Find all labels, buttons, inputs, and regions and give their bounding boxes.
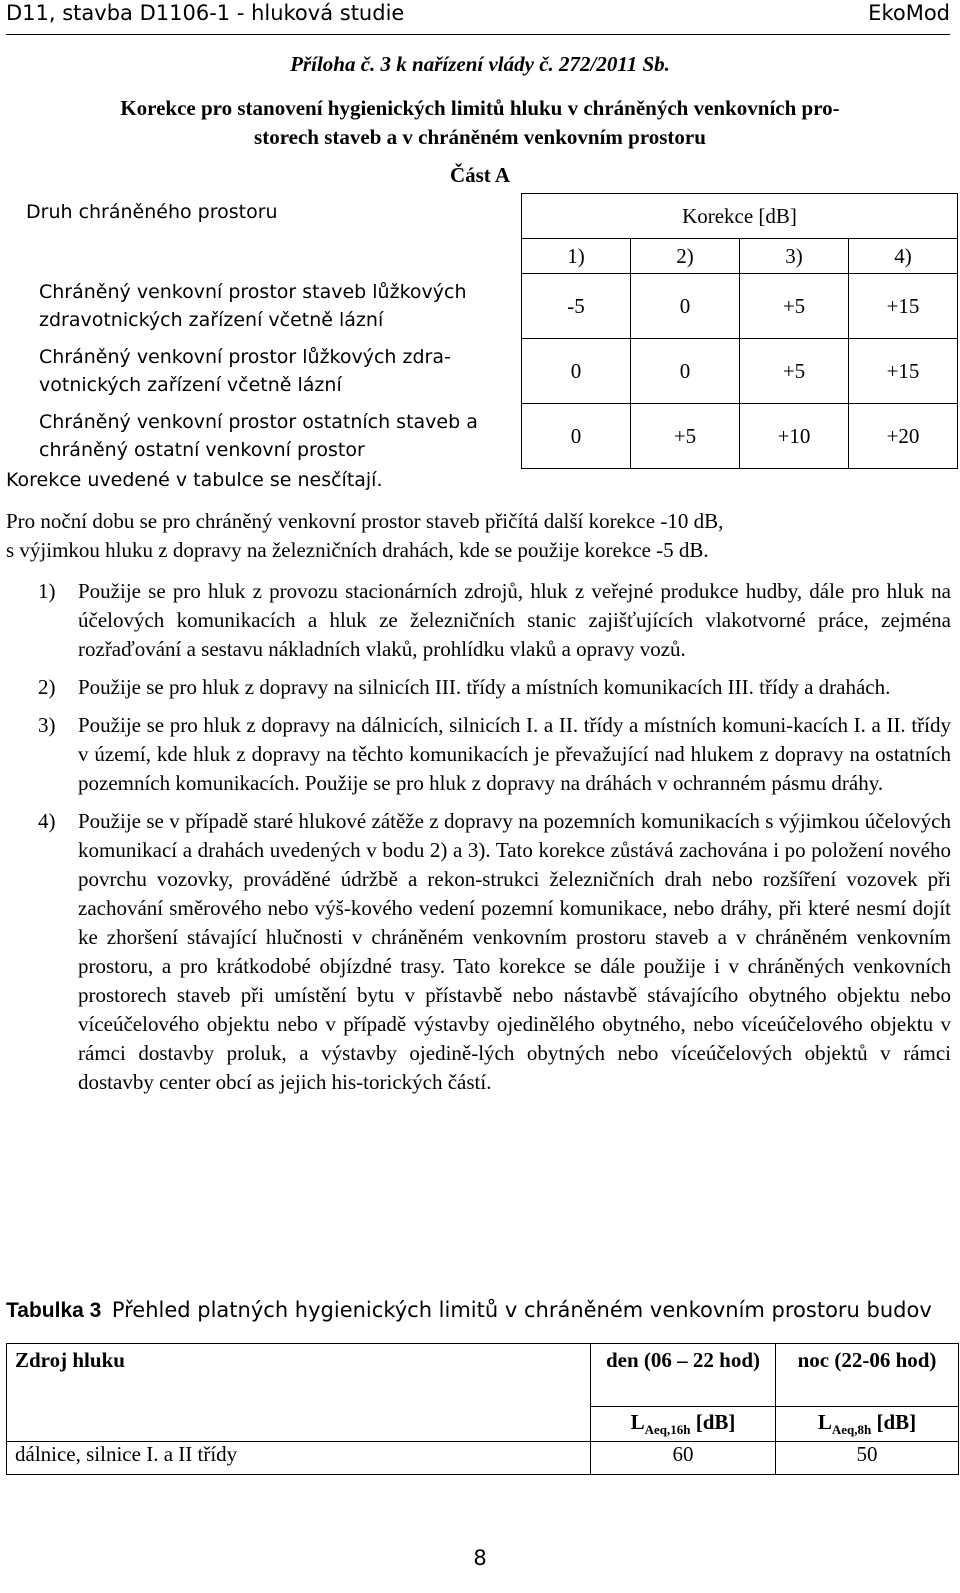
- correction-row-label-line-1: Chráněný venkovní prostor staveb lůžkových: [39, 281, 467, 303]
- day-unit-subscript: Aeq,16h: [644, 1422, 691, 1438]
- correction-row-label-line-2: votnických zařízení včetně lázní: [39, 374, 342, 396]
- correction-row-label-line-2: chráněný ostatní venkovní prostor: [39, 439, 365, 461]
- limits-col-night: noc (22-06 hod): [776, 1344, 959, 1407]
- correction-value: 0: [631, 339, 740, 404]
- correction-table: [6, 193, 958, 469]
- table-3-caption-label: Tabulka 3: [6, 1299, 102, 1322]
- correction-row-label-line-1: Chráněný venkovní prostor ostatních staveb a: [39, 411, 478, 433]
- correction-subheader-4: 4): [849, 239, 958, 274]
- correction-value: +10: [740, 404, 849, 469]
- correction-value: +15: [849, 274, 958, 339]
- part-label: Část A: [449, 163, 511, 187]
- footnote-text: Použije se pro hluk z dopravy na silnicích III. třídy a místních komunikacích III. třídy a drahách.: [78, 675, 891, 699]
- table-3-caption-text: Přehled platných hygienických limitů v chráněném venkovním prostoru budov: [111, 1298, 932, 1322]
- correction-value: 0: [522, 404, 631, 469]
- correction-row: [6, 274, 958, 339]
- correction-table-note: Korekce uvedené v tabulce se nesčítají.: [6, 469, 383, 491]
- correction-value: +5: [740, 339, 849, 404]
- day-unit-tail: [dB]: [690, 1409, 736, 1434]
- correction-value: -5: [522, 274, 631, 339]
- correction-subheader-3: 3): [740, 239, 849, 274]
- table-3-caption: [6, 1298, 932, 1323]
- footnote-list: [6, 577, 951, 1106]
- footnote-text: Použije se v případě staré hlukové zátěže z dopravy na pozemních komunikacích s výjimkou účelových komunikací a drahách uvedených v bodu 2) a 3). Tato korekce zůstává zachována i po položení nového povrchu vozovky, prováděné údržbě a rekon-strukci železničních drah nebo rozšíření vozovek při zachování směrového nebo výš-kového vedení pozemní komunikace, nebo dráhy, při které nesmí dojít ke zhoršení stávající hlučnosti v chráněném venkovním prostoru staveb a v chráněném venkovním prostoru, a pro krátkodobé objízdné trasy. Tato korekce se dále použije i v chráněných venkovních prostorech staveb při umístění bytu v přístavbě nebo nástavbě stávajícího obytného objektu nebo víceúčelového objektu nebo v případě výstavby ojedinělého obytného, nebo víceúčelového objektu v rámci dostavby proluk, a výstavby ojedině-lých obytných nebo víceúčelových objektů v rámci dostavby center obcí as jejich his-torických částí.: [78, 809, 951, 1094]
- night-unit-symbol: L: [817, 1409, 832, 1434]
- page-number: 8: [473, 1546, 487, 1570]
- correction-subheader-1: 1): [522, 239, 631, 274]
- correction-value: +15: [849, 339, 958, 404]
- running-header: [6, 0, 950, 35]
- correction-value: 0: [522, 339, 631, 404]
- footnote-text: Použije se pro hluk z provozu stacionárních zdrojů, hluk z veřejné produkce hudby, dále pro hluk na účelových komunikacích a hluk ze železničních stanic zajišťujících vlakotvorné práce, zejména rozřaďování a sestavu nákladních vlaků, prohlídku vlaků a opravy vozů.: [78, 579, 951, 661]
- footnote-number: 1): [38, 579, 56, 603]
- correction-value: +5: [740, 274, 849, 339]
- limits-header-row: [7, 1344, 959, 1407]
- footnote-item: [6, 711, 951, 798]
- limits-unit-row: [7, 1407, 959, 1442]
- footnote-number: 2): [38, 675, 56, 699]
- limits-row-source: dálnice, silnice I. a II třídy: [7, 1442, 591, 1475]
- footnote-number: 4): [38, 809, 56, 833]
- correction-value: +20: [849, 404, 958, 469]
- night-correction-paragraph: [6, 507, 951, 565]
- night-correction-line-2: s výjimkou hluku z dopravy na železničních drahách, kde se použije korekce -5 dB.: [6, 538, 709, 562]
- annex-heading-line-2: storech staveb a v chráněném venkovním prostoru: [254, 125, 706, 149]
- correction-subheader-2: 2): [631, 239, 740, 274]
- limits-col-day: den (06 – 22 hod): [591, 1344, 776, 1407]
- annex-heading-line-1: Korekce pro stanovení hygienických limitů hluku v chráněných venkovních pro-: [120, 96, 840, 120]
- day-unit-symbol: L: [630, 1409, 645, 1434]
- correction-row-label: [6, 339, 522, 404]
- header-company: EkoMod: [868, 1, 950, 25]
- correction-row: [6, 404, 958, 469]
- limits-row: [7, 1442, 959, 1475]
- correction-value: +5: [631, 404, 740, 469]
- limits-unit-day: [591, 1407, 776, 1442]
- annex-heading: [0, 94, 960, 152]
- correction-value: 0: [631, 274, 740, 339]
- noise-limits-table: [6, 1343, 959, 1475]
- correction-row-label: [6, 274, 522, 339]
- correction-row: [6, 339, 958, 404]
- correction-row-label-line-1: Chráněný venkovní prostor lůžkových zdra-: [39, 346, 451, 368]
- limits-col-source: Zdroj hluku: [7, 1344, 591, 1407]
- correction-row-label: [6, 404, 522, 469]
- limits-unit-spacer: [7, 1407, 591, 1442]
- footnote-number: 3): [38, 713, 56, 737]
- limits-unit-night: [776, 1407, 959, 1442]
- header-document-title: D11, stavba D1106-1 - hluková studie: [6, 1, 405, 25]
- footnote-item: [6, 807, 951, 1097]
- night-unit-tail: [dB]: [871, 1409, 917, 1434]
- limits-row-night: 50: [776, 1442, 959, 1475]
- footnote-text: Použije se pro hluk z dopravy na dálnicích, silnicích I. a II. třídy a místních komuni-kacích I. a II. třídy v území, kde hluk z dopravy na těchto komunikacích je převažující nad hlukem z dopravy na ostatních pozemních komunikacích. Použije se pro hluk z dopravy na dráhách v ochranném pásmu dráhy.: [78, 713, 951, 795]
- correction-col-header-type: Druh chráněného prostoru: [26, 200, 278, 223]
- annex-title: Příloha č. 3 k nařízení vlády č. 272/2011 Sb.: [290, 52, 670, 76]
- footnote-item: [6, 673, 951, 702]
- limits-row-day: 60: [591, 1442, 776, 1475]
- night-correction-line-1: Pro noční dobu se pro chráněný venkovní prostor staveb přičítá další korekce -10 dB,: [6, 509, 724, 533]
- footnote-item: [6, 577, 951, 664]
- correction-row-label-line-2: zdravotnických zařízení včetně lázní: [39, 309, 384, 331]
- night-unit-subscript: Aeq,8h: [831, 1422, 872, 1438]
- correction-table-header-row: [6, 194, 958, 239]
- correction-col-header-value: Korekce [dB]: [522, 194, 958, 239]
